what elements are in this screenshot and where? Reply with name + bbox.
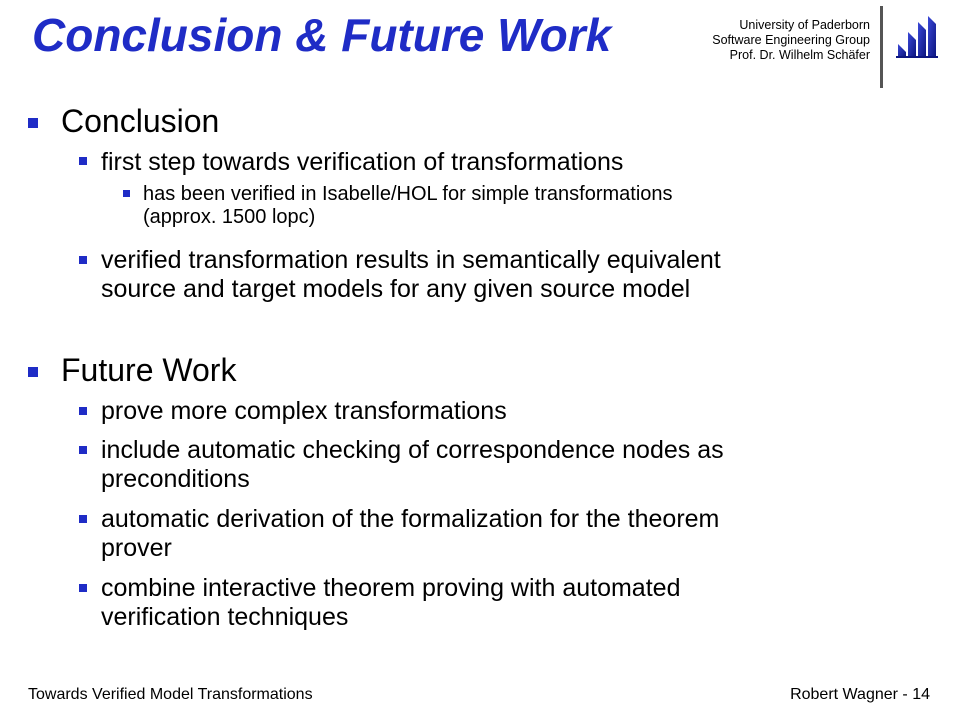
bullet-square-icon: [79, 515, 87, 523]
university-logo-icon: [894, 14, 940, 60]
bullet-square-icon: [79, 157, 87, 165]
future-item-3-line2: prover: [101, 534, 172, 562]
footer-author-page: Robert Wagner - 14: [790, 686, 930, 703]
bullet-square-icon: [79, 446, 87, 454]
conclusion-item-2-line1: verified transformation results in semantically equivalent: [101, 246, 721, 274]
institution-line-university: University of Paderborn: [739, 18, 870, 32]
future-item-3-line1: automatic derivation of the formalization for the theorem: [101, 505, 720, 533]
bullet-square-icon: [79, 584, 87, 592]
future-item-2-line1: include automatic checking of correspondence nodes as: [101, 436, 724, 464]
bullet-square-icon: [79, 407, 87, 415]
institution-line-professor: Prof. Dr. Wilhelm Schäfer: [729, 48, 870, 62]
future-work-heading: Future Work: [61, 352, 237, 388]
conclusion-item-2-line2: source and target models for any given source model: [101, 275, 691, 303]
bullet-square-icon: [79, 256, 87, 264]
future-item-2-line2: preconditions: [101, 465, 250, 493]
future-item-1: prove more complex transformations: [101, 397, 507, 425]
future-item-4-line2: verification techniques: [101, 603, 349, 631]
conclusion-heading: Conclusion: [61, 103, 220, 139]
future-item-4-line1: combine interactive theorem proving with automated: [101, 574, 681, 602]
slide-title: Conclusion & Future Work: [32, 9, 612, 61]
bullet-square-icon: [28, 367, 38, 377]
header-divider: [880, 6, 883, 88]
institution-info: [712, 18, 870, 63]
conclusion-item-1: first step towards verification of transformations: [101, 148, 624, 176]
conclusion-subitem-1-line2: (approx. 1500 lopc): [143, 206, 316, 228]
conclusion-subitem-1-line1: has been verified in Isabelle/HOL for simple transformations: [143, 183, 673, 205]
bullet-square-icon: [28, 118, 38, 128]
bullet-square-icon: [123, 190, 130, 197]
footer-presentation-title: Towards Verified Model Transformations: [28, 686, 313, 703]
institution-line-group: Software Engineering Group: [712, 33, 870, 47]
